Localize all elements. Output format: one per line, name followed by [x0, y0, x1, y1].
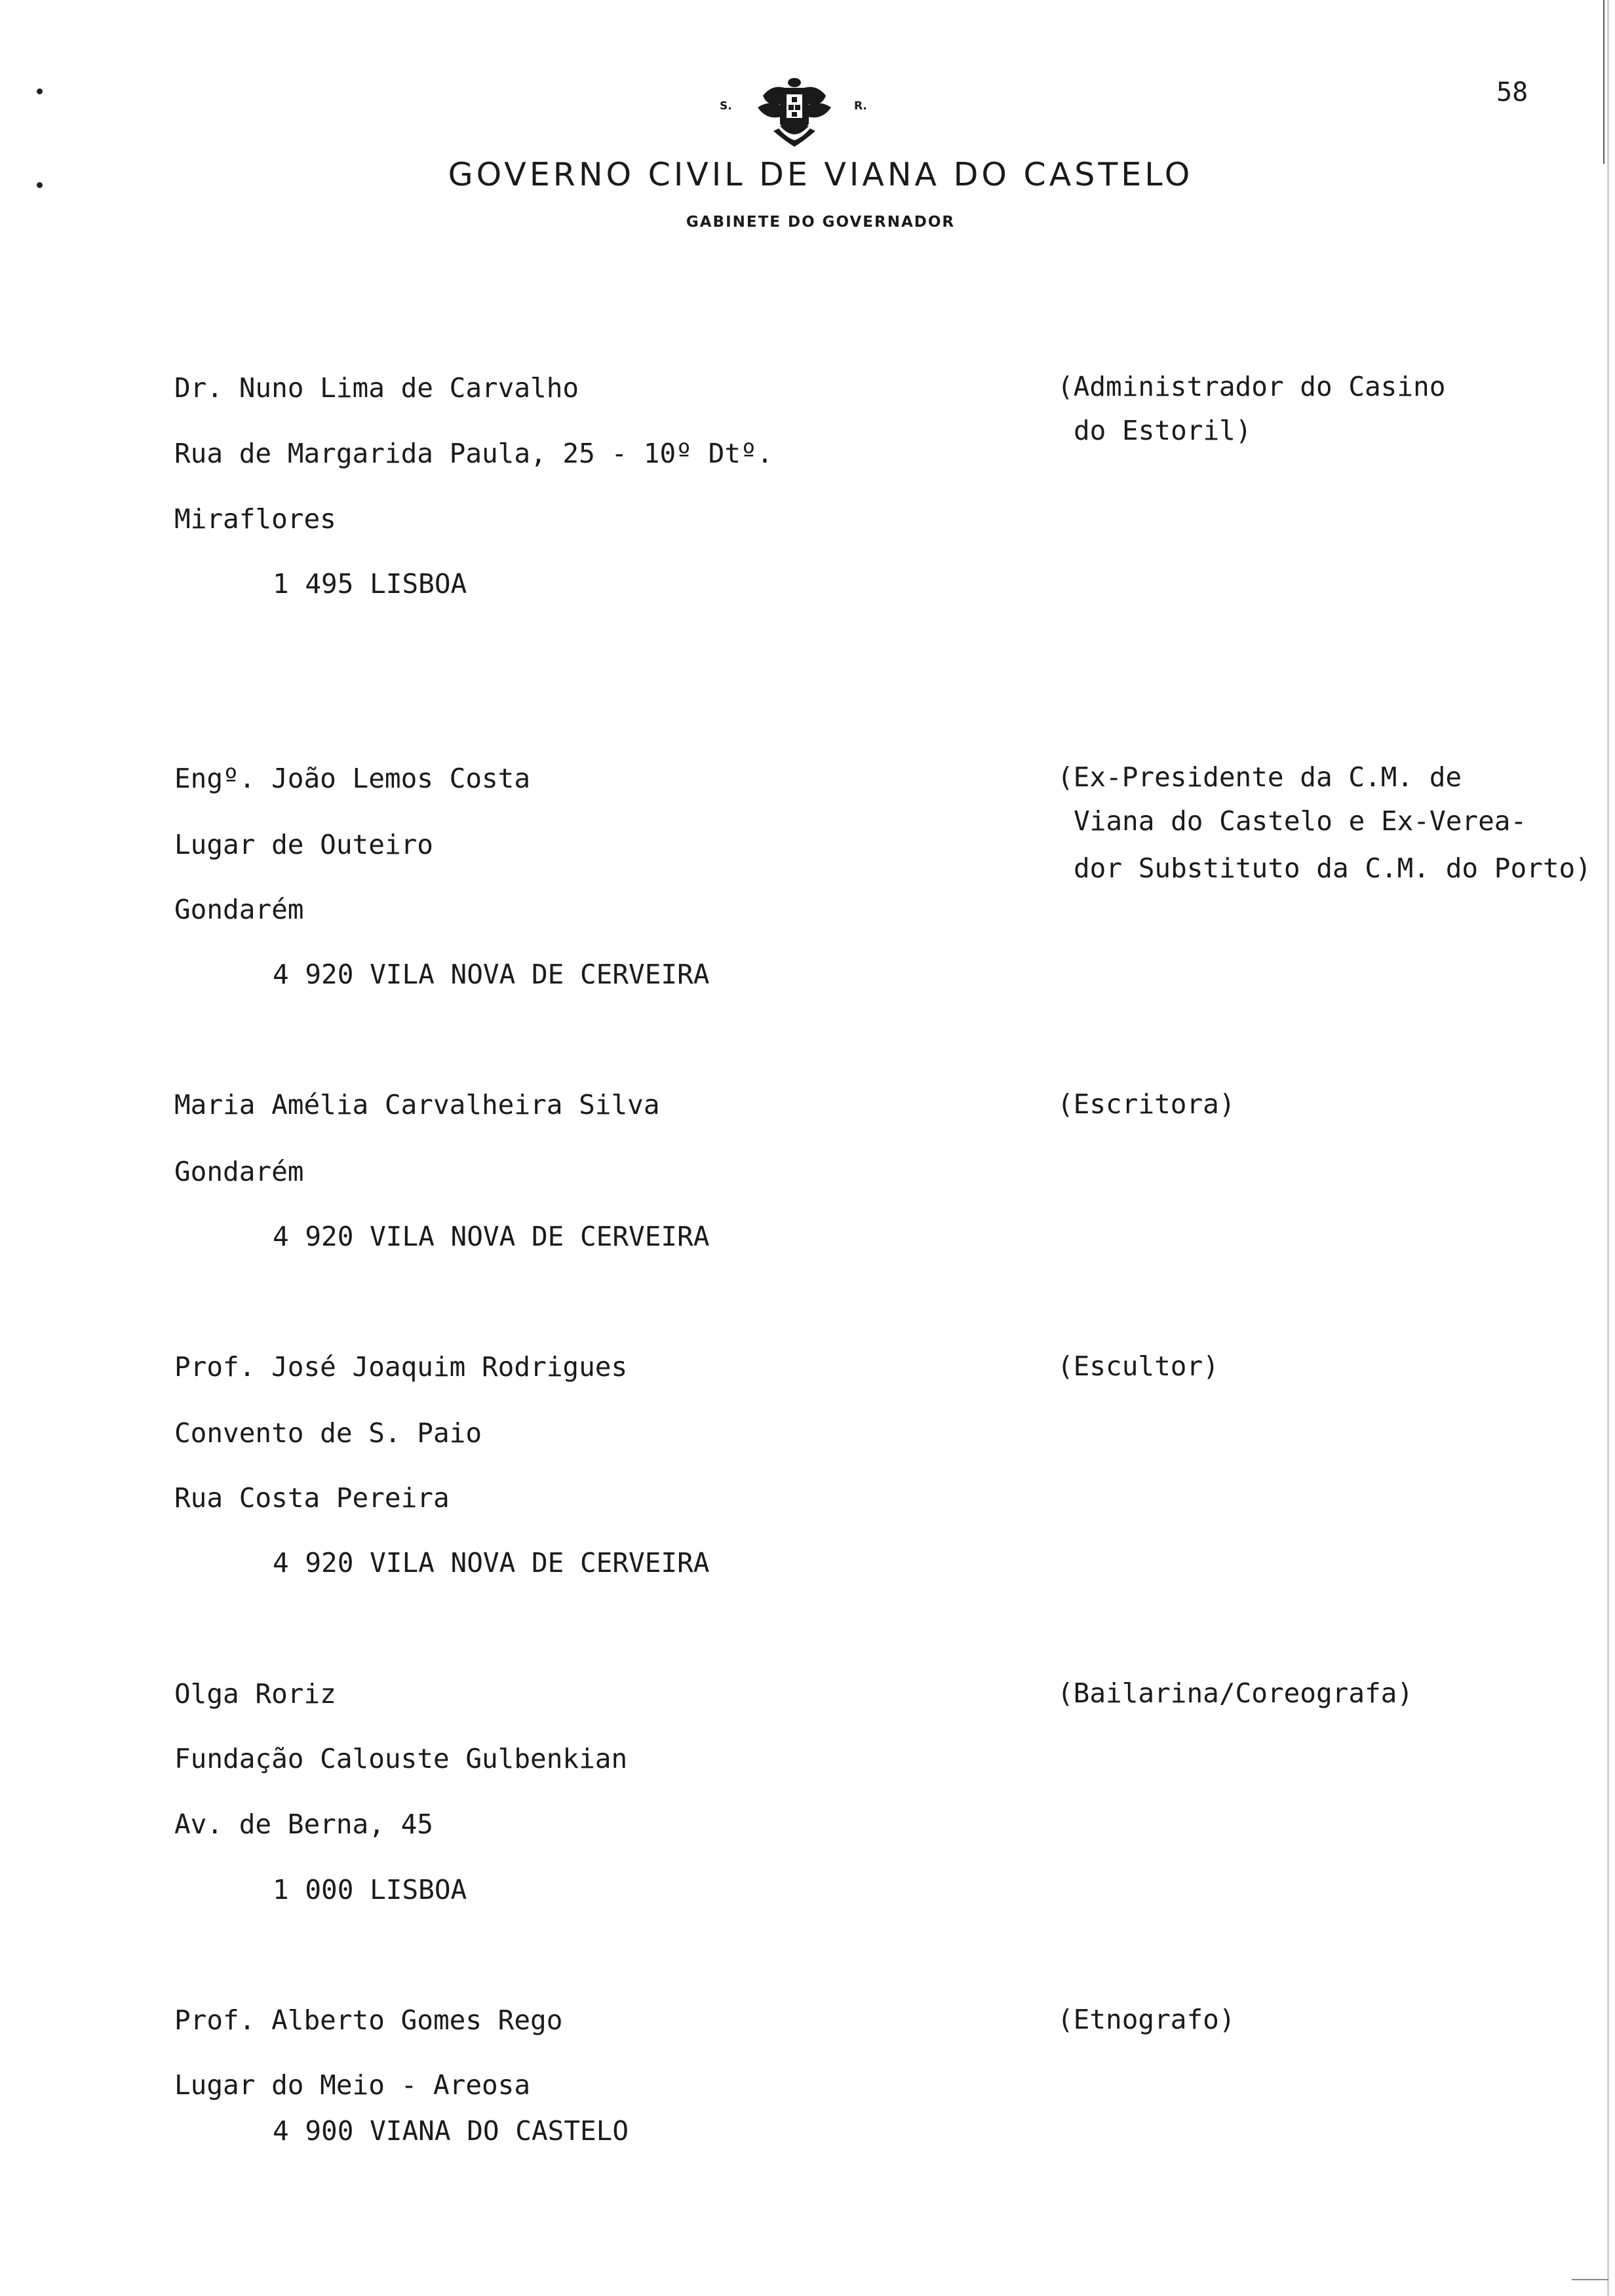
entry-role: (Escritora): [1057, 1088, 1236, 1120]
seal-letter-left: S.: [720, 100, 732, 113]
page-edge: [1607, 0, 1609, 2296]
entry-address-line: Gondarém: [174, 1156, 304, 1187]
entry-role-continuation: dor Substituto da C.M. do Porto): [1074, 852, 1591, 884]
entry-role: (Escultor): [1057, 1350, 1219, 1382]
entry-address-line: Rua de Margarida Paula, 25 - 10º Dtº.: [174, 438, 773, 469]
entry-address-line: Convento de S. Paio: [174, 1417, 482, 1449]
entry-role: (Bailarina/Coreografa): [1057, 1677, 1414, 1709]
coat-of-arms-icon: [754, 77, 835, 149]
entry-role-continuation: do Estoril): [1074, 415, 1252, 446]
organization-title: GOVERNO CIVIL DE VIANA DO CASTELO: [448, 156, 1194, 193]
margin-dot: [37, 88, 43, 94]
entry-address-line: Av. de Berna, 45: [174, 1808, 433, 1840]
entry-postal-line: 4 920 VILA NOVA DE CERVEIRA: [273, 1547, 710, 1578]
page-edge-shadow: [1603, 0, 1605, 164]
entry-role: (Etnografo): [1057, 2004, 1236, 2035]
entry-address-line: Fundação Calouste Gulbenkian: [174, 1743, 628, 1774]
entry-name: Dr. Nuno Lima de Carvalho: [174, 372, 579, 404]
entry-role: (Administrador do Casino: [1057, 371, 1446, 402]
entry-role: (Ex-Presidente da C.M. de: [1057, 761, 1462, 793]
entry-address-line: Lugar de Outeiro: [174, 829, 433, 860]
entry-postal-line: 4 920 VILA NOVA DE CERVEIRA: [273, 1221, 710, 1252]
entry-address-line: Lugar do Meio - Areosa: [174, 2069, 531, 2101]
entry-role-continuation: Viana do Castelo e Ex-Verea-: [1074, 805, 1527, 837]
entry-name: Engº. João Lemos Costa: [174, 763, 531, 794]
seal-letter-right: R.: [854, 100, 867, 113]
entry-name: Prof. José Joaquim Rodrigues: [174, 1351, 628, 1383]
entry-name: Maria Amélia Carvalheira Silva: [174, 1089, 660, 1120]
entry-address-line: Miraflores: [174, 503, 336, 535]
department-subtitle: GABINETE DO GOVERNADOR: [686, 214, 956, 231]
page-corner-mark: [1572, 2279, 1608, 2280]
entry-address-line: Rua Costa Pereira: [174, 1482, 450, 1514]
entry-name: Prof. Alberto Gomes Rego: [174, 2004, 563, 2036]
entry-name: Olga Roriz: [174, 1678, 336, 1710]
page-number: 58: [1496, 77, 1528, 107]
entry-postal-line: 4 920 VILA NOVA DE CERVEIRA: [273, 959, 710, 990]
entry-postal-line: 1 000 LISBOA: [273, 1874, 467, 1905]
entry-postal-line: 4 900 VIANA DO CASTELO: [273, 2115, 629, 2147]
entry-postal-line: 1 495 LISBOA: [273, 568, 467, 600]
entry-address-line: Gondarém: [174, 894, 304, 925]
